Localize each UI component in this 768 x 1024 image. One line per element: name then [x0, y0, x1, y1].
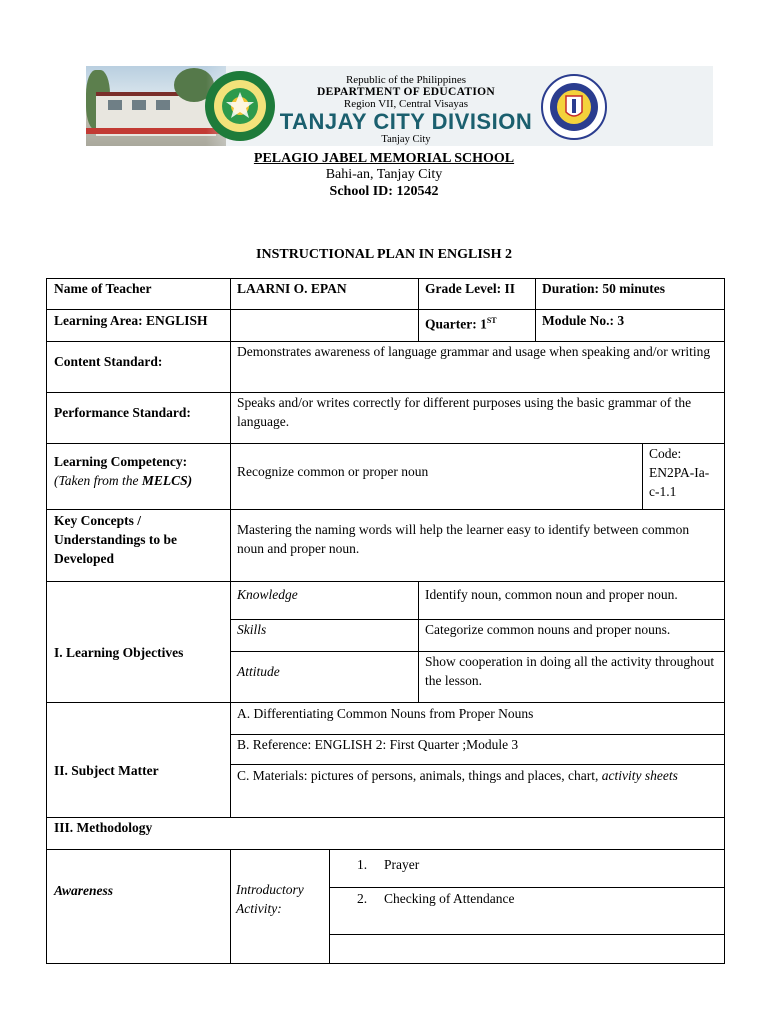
- republic-text: Republic of the Philippines: [345, 74, 467, 86]
- division-seal-icon: [204, 70, 276, 142]
- code-block: [649, 444, 721, 501]
- methodology-label: III. Methodology: [54, 820, 153, 835]
- subject-b: B. Reference: ENGLISH 2: First Quarter ;Module 3: [237, 737, 519, 752]
- competency-sub: [54, 471, 226, 490]
- quarter-label: Quarter: 1: [425, 316, 487, 332]
- subject-c-italic: activity sheets: [601, 768, 678, 783]
- city-text: Tanjay City: [381, 134, 431, 145]
- competency-label: Learning Competency:: [54, 454, 188, 469]
- school-id: School ID: 120542: [329, 184, 439, 199]
- banner-heading: [276, 74, 536, 146]
- awareness-label: Awareness: [54, 883, 114, 898]
- key-concepts-label: Key Concepts / Understandings to be Developed: [54, 513, 178, 566]
- division-text: TANJAY CITY DIVISION: [279, 109, 533, 134]
- objective-knowledge-domain: Knowledge: [237, 587, 298, 602]
- subject-c-plain: C. Materials: pictures of persons, animals, things and places, chart,: [237, 768, 602, 783]
- code-value-2: c-1.1: [649, 484, 677, 499]
- performance-standard-value: Speaks and/or writes correctly for different purposes using the basic grammar of the language.: [237, 395, 692, 429]
- code-value-1: EN2PA-Ia-: [649, 465, 710, 480]
- content-standard-value: Demonstrates awareness of language grammar and usage when speaking and/or writing: [237, 344, 711, 359]
- intro-item-2-num: 2.: [357, 891, 368, 906]
- objective-skills-domain: Skills: [237, 622, 267, 637]
- intro-item-1-text: Prayer: [384, 857, 420, 872]
- performance-standard-label: Performance Standard:: [54, 405, 191, 420]
- subject-a: A. Differentiating Common Nouns from Proper Nouns: [237, 706, 534, 721]
- school-name: PELAGIO JABEL MEMORIAL SCHOOL: [253, 151, 515, 166]
- objective-attitude-domain: Attitude: [237, 664, 280, 679]
- quarter: [425, 311, 497, 334]
- competency-label-block: [54, 452, 226, 490]
- subject-matter-label: II. Subject Matter: [54, 763, 159, 778]
- module-number: Module No.: 3: [542, 313, 625, 328]
- grade-level: Grade Level: II: [425, 281, 515, 296]
- deped-text: DEPARTMENT OF EDUCATION: [317, 86, 495, 98]
- competency-sub-prefix: (Taken from the: [54, 473, 142, 488]
- content-standard-label: Content Standard:: [54, 354, 163, 369]
- objective-knowledge-text: Identify noun, common noun and proper noun.: [425, 587, 678, 602]
- deped-seal-icon: [541, 74, 607, 140]
- teacher-value: LAARNI O. EPAN: [237, 281, 347, 296]
- code-label: Code:: [649, 446, 682, 461]
- objective-attitude-text: Show cooperation in doing all the activity throughout the lesson.: [425, 654, 715, 688]
- quarter-sup: ST: [486, 316, 497, 325]
- document-title: INSTRUCTIONAL PLAN IN ENGLISH 2: [256, 247, 512, 262]
- intro-activity-label: Introductory Activity:: [236, 882, 304, 916]
- learning-area: Learning Area: ENGLISH: [54, 313, 208, 328]
- objective-skills-text: Categorize common nouns and proper nouns.: [425, 622, 671, 637]
- competency-value: Recognize common or proper noun: [237, 464, 429, 479]
- key-concepts-value: Mastering the naming words will help the learner easy to identify between common noun and proper noun.: [237, 522, 690, 556]
- region-text: Region VII, Central Visayas: [343, 98, 469, 110]
- header-banner: [86, 66, 713, 146]
- intro-item-1-num: 1.: [357, 857, 368, 872]
- duration: Duration: 50 minutes: [542, 281, 666, 296]
- objectives-label: I. Learning Objectives: [54, 645, 184, 660]
- teacher-label: Name of Teacher: [54, 281, 152, 296]
- subject-c: [237, 766, 719, 785]
- competency-sub-bold: MELCS): [141, 473, 193, 488]
- school-address: Bahi-an, Tanjay City: [325, 167, 443, 182]
- intro-item-2-text: Checking of Attendance: [384, 891, 515, 906]
